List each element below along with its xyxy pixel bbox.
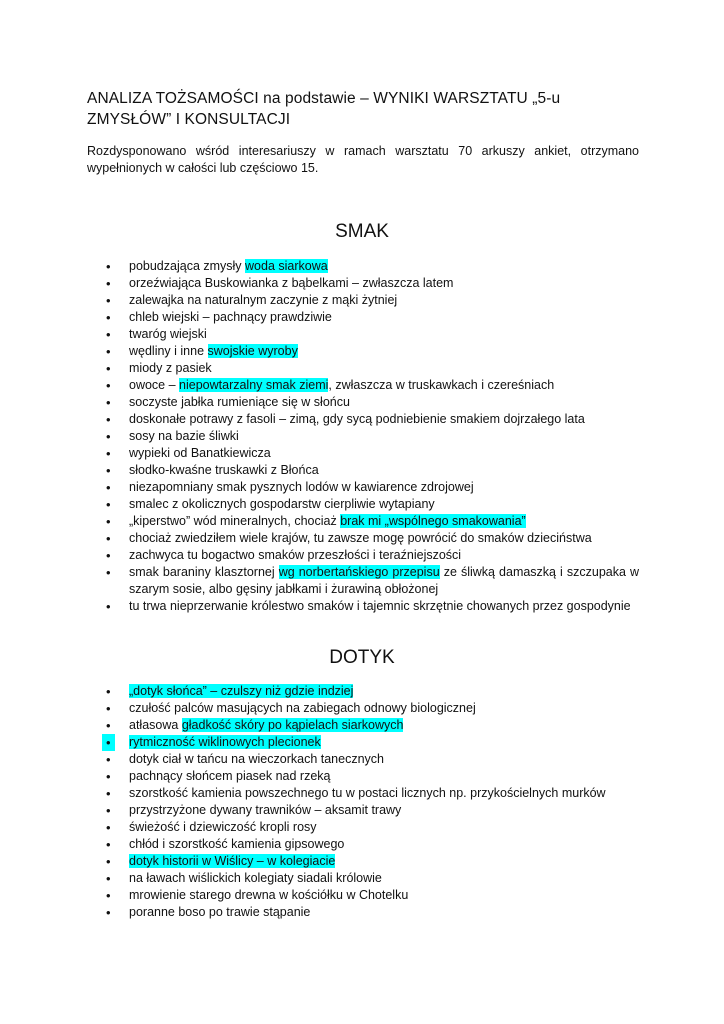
list-item [87,530,639,547]
list-item [87,343,639,360]
section-heading-smak: SMAK [335,221,389,242]
highlighted-text: niepowtarzalny smak ziemi [179,378,329,392]
list-item-text: przystrzyżone dywany trawników – aksamit trawy [129,803,402,817]
list-item [87,870,639,887]
list-item [87,683,639,700]
list-item [87,598,639,615]
list-item-text: tu trwa nieprzerwanie królestwo smaków i tajemnic skrzętnie chowanych przez gospodynie [129,599,631,613]
list-item [87,853,639,870]
list-item [87,802,639,819]
list-item-text: twaróg wiejski [129,327,207,341]
list-item-text: doskonałe potrawy z fasoli – zimą, gdy sycą podniebienie smakiem dojrzałego lata [129,412,585,426]
list-item-text: smak baraniny klasztornej [129,565,279,579]
list-item [87,428,639,445]
list-item-text: pachnący słońcem piasek nad rzeką [129,769,331,783]
list-item-text: zalewajka na naturalnym zaczynie z mąki żytniej [129,293,398,307]
list-item [87,513,639,530]
list-item [87,275,639,292]
document-title: ANALIZA TOŻSAMOŚCI na podstawie – WYNIKI WARSZTATU „5-u ZMYSŁÓW” I KONSULTACJI [87,90,561,128]
list-item [87,836,639,853]
list-item [87,547,639,564]
list-item-text: zachwyca tu bogactwo smaków przeszłości i teraźniejszości [129,548,462,562]
highlighted-text: rytmiczność wiklinowych plecionek [129,735,321,749]
highlighted-text: „dotyk słońca” – czulszy niż gdzie indziej [129,684,354,698]
list-item [87,496,639,513]
list-item [87,377,639,394]
list-item [87,326,639,343]
list-item [87,394,639,411]
list-item-text: dotyk ciał w tańcu na wieczorkach tanecznych [129,752,384,766]
list-item [87,904,639,921]
list-item-text: poranne boso po trawie stąpanie [129,905,311,919]
list-item-text: atłasowa [129,718,182,732]
list-item [87,411,639,428]
list-item-text: wędliny i inne [129,344,208,358]
list-item-text: sosy na bazie śliwki [129,429,239,443]
intro-paragraph: Rozdysponowano wśród interesariuszy w ramach warsztatu 70 arkuszy ankiet, otrzymano wypełnionych w całości lub częściowo 15. [87,144,639,175]
list-item-text: wypieki od Banatkiewicza [129,446,271,460]
list-item-text: słodko-kwaśne truskawki z Błońca [129,463,319,477]
highlighted-text: dotyk historii w Wiślicy – w kolegiacie [129,854,336,868]
highlighted-text: wg norbertańskiego przepisu [278,565,440,579]
list-item [87,785,639,802]
highlighted-text: woda siarkowa [245,259,328,273]
list-item [87,717,639,734]
list-item [87,309,639,326]
list-item-text: szorstkość kamienia powszechnego tu w postaci licznych np. przykościelnych murków [129,786,606,800]
list-item-text: orzeźwiająca Buskowianka z bąbelkami – zwłaszcza latem [129,276,454,290]
list-item-text: świeżość i dziewiczość kropli rosy [129,820,317,834]
list-item [87,445,639,462]
list-item [87,462,639,479]
list-item-text: ze śliwką damaszką i szczupaka w szarym sosie, albo gęsiny jabłkami i żurawiną obłożonej [129,565,640,596]
list-item [87,360,639,377]
list-item [87,751,639,768]
list-item-text: soczyste jabłka rumieniące się w słońcu [129,395,350,409]
highlighted-text: brak mi „wspólnego smakowania” [340,514,526,528]
list-item-text: czułość palców masujących na zabiegach odnowy biologicznej [129,701,476,715]
list-item-text: chleb wiejski – pachnący prawdziwie [129,310,332,324]
list-item [87,700,639,717]
list-item [87,819,639,836]
list-item-text: , zwłaszcza w truskawkach i czereśniach [328,378,555,392]
list-item [87,734,639,751]
list-item-text: owoce – [129,378,180,392]
list-item-text: niezapomniany smak pysznych lodów w kawiarence zdrojowej [129,480,474,494]
list-item-text: pobudzająca zmysły [129,259,246,273]
list-item [87,479,639,496]
section-heading-dotyk: DOTYK [329,647,395,668]
highlighted-text: gładkość skóry po kąpielach siarkowych [181,718,404,732]
list-item [87,887,639,904]
list-item [87,564,639,598]
list-item-text: „kiperstwo” wód mineralnych, chociaż [129,514,341,528]
list-item-text: na ławach wiślickich kolegiaty siadali królowie [129,871,382,885]
highlighted-text: swojskie wyroby [207,344,298,358]
dotyk-list [87,683,639,921]
smak-list [87,258,639,615]
list-item-text: chłód i szorstkość kamienia gipsowego [129,837,345,851]
list-item-text: chociaż zwiedziłem wiele krajów, tu zawsze mogę powrócić do smaków dzieciństwa [129,531,592,545]
list-item [87,292,639,309]
list-item-text: miody z pasiek [129,361,212,375]
list-item [87,258,639,275]
list-item-text: smalec z okolicznych gospodarstw cierpliwie wytapiany [129,497,435,511]
list-item [87,768,639,785]
list-item-text: mrowienie starego drewna w kościółku w Chotelku [129,888,409,902]
